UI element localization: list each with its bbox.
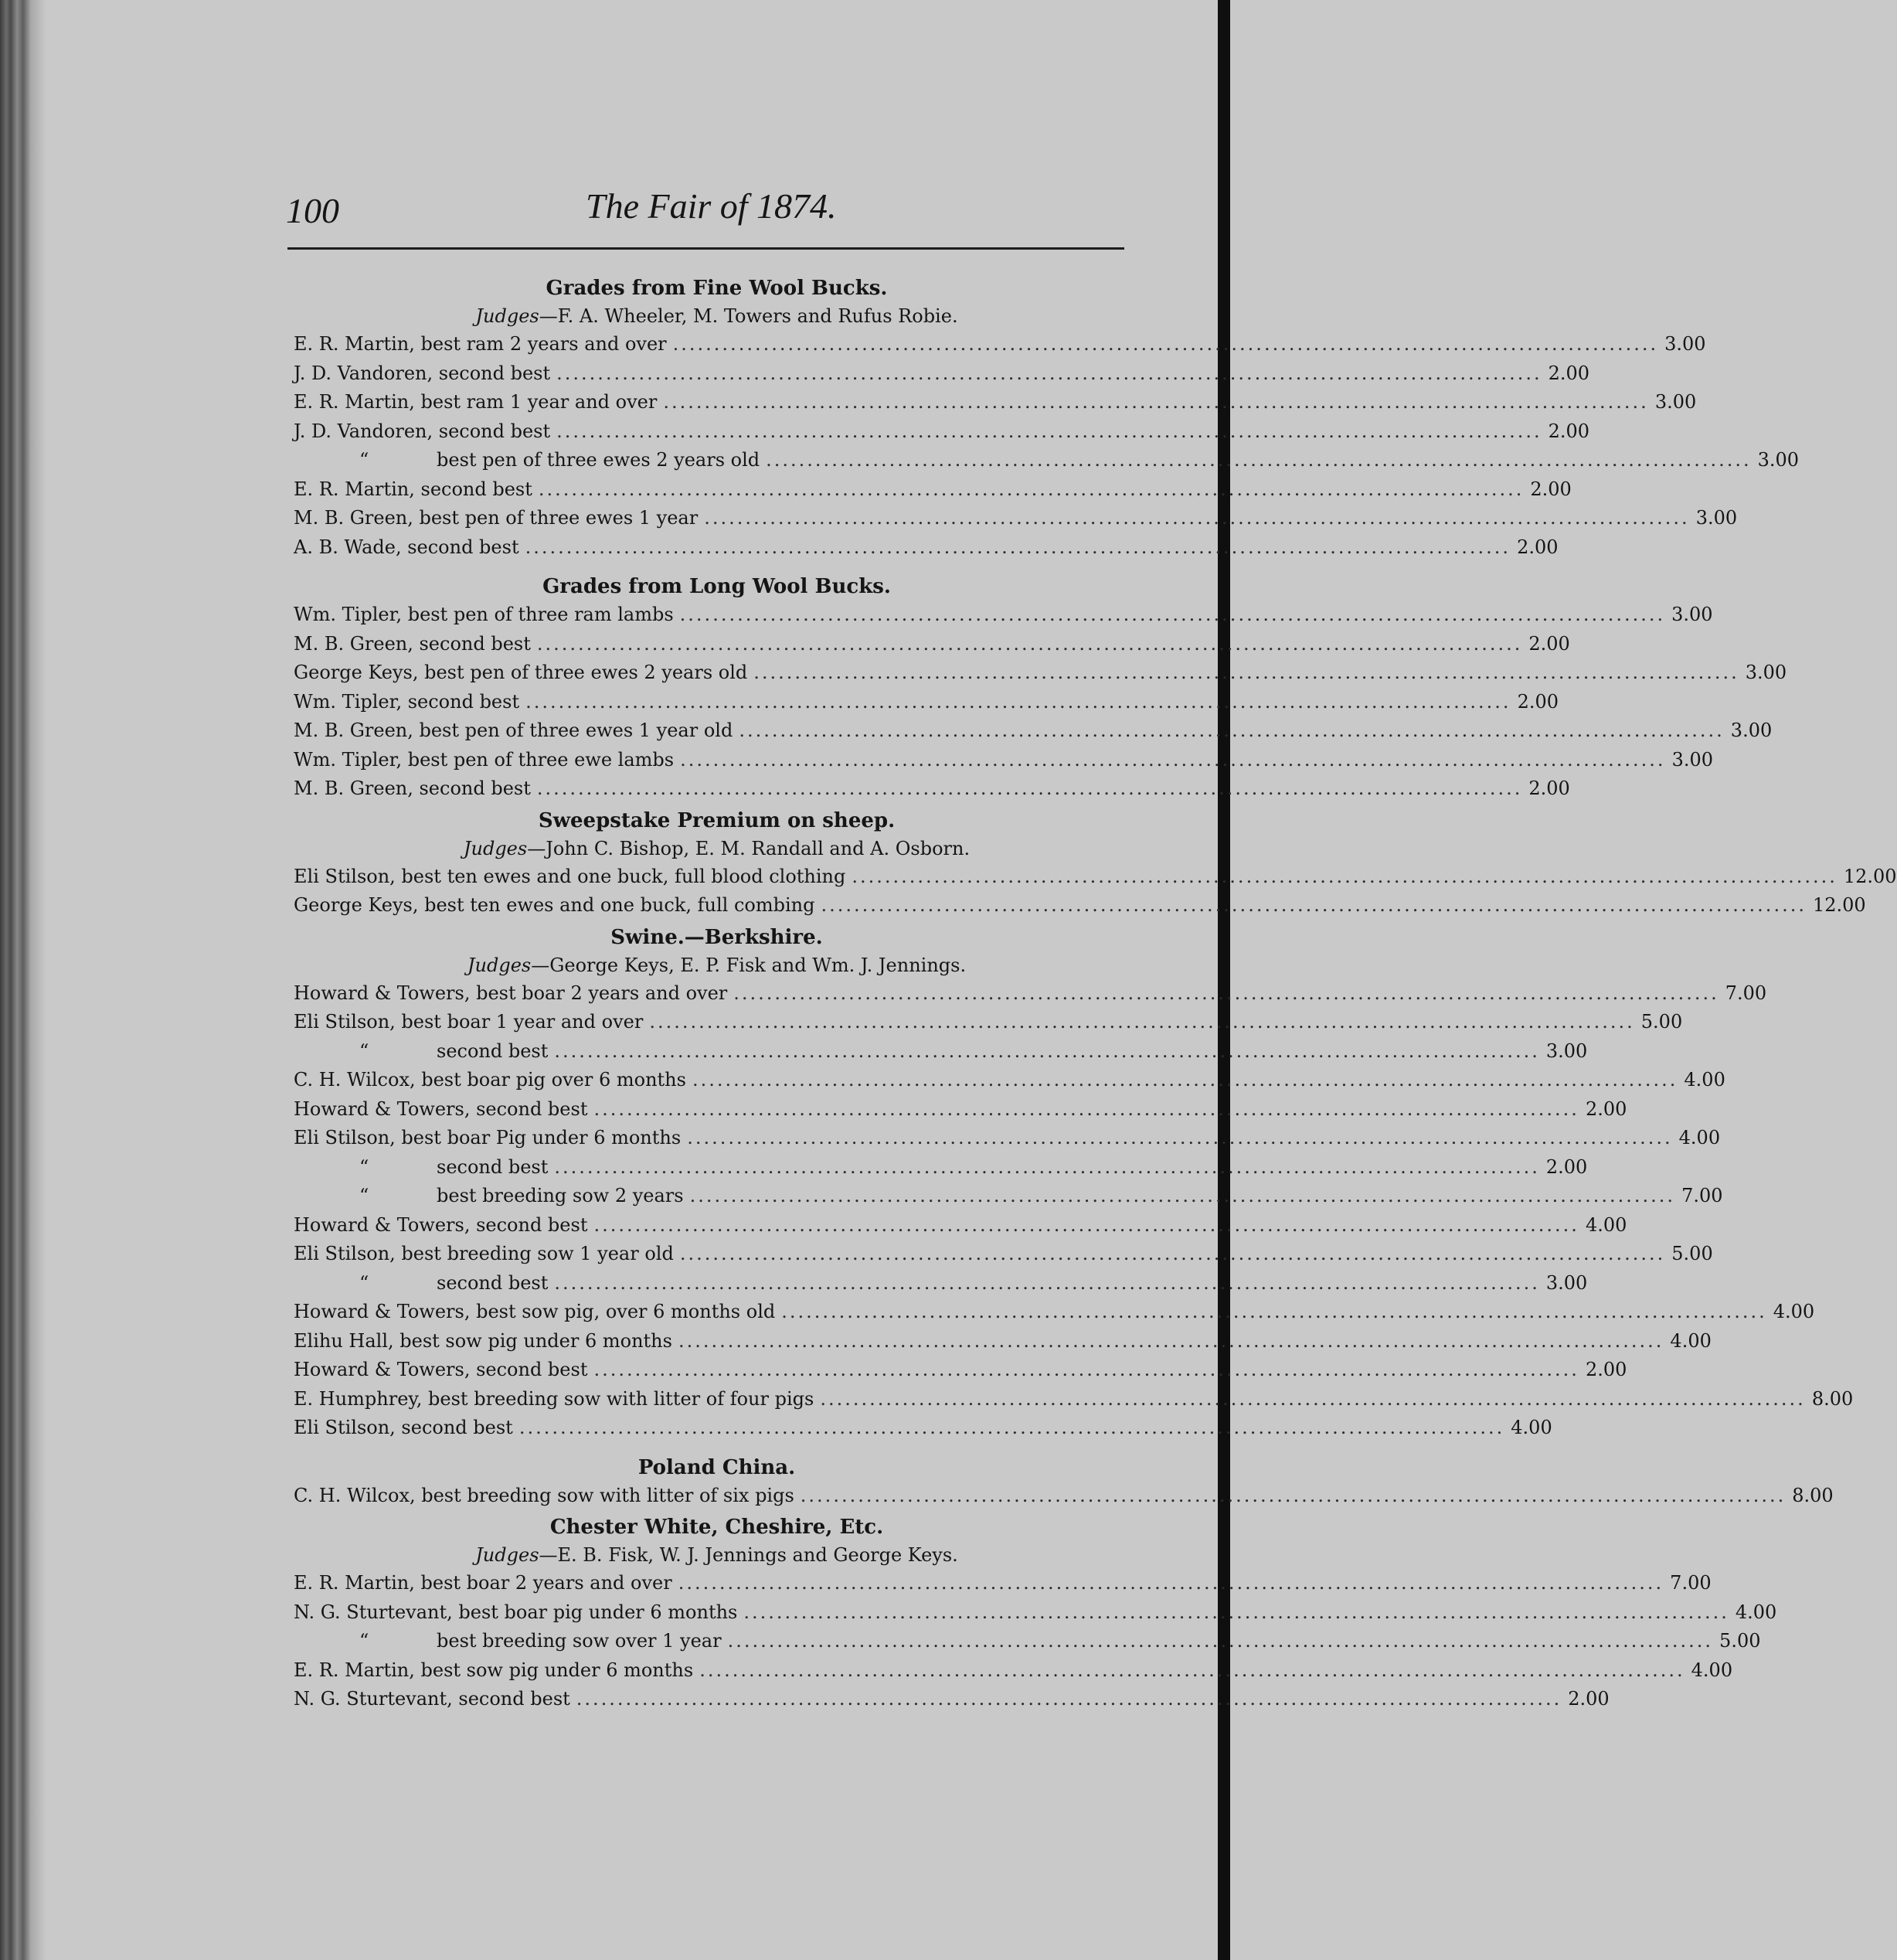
judges-label: Judges	[463, 837, 528, 859]
entry-name: George Keys, best ten ewes and one buck, full combing	[294, 894, 815, 916]
entry-amount: 3.00	[1664, 333, 1706, 355]
premium-entry	[294, 746, 1713, 775]
entry-name: M. B. Green, second best	[294, 632, 531, 655]
entry-name: N. G. Sturtevant, second best	[294, 1688, 570, 1710]
judges-names: —George Keys, E. P. Fisk and Wm. J. Jennings.	[531, 954, 967, 976]
entry-description	[294, 388, 657, 417]
dot-leader: ........................................................................................................................	[518, 1417, 1505, 1438]
premium-entry	[294, 1153, 1588, 1182]
premium-entry	[294, 359, 1590, 389]
premium-entry	[294, 658, 1787, 688]
premium-entry	[294, 1008, 1683, 1037]
dot-leader: ........................................................................................................................	[800, 1484, 1787, 1506]
premium-entry	[294, 1211, 1627, 1240]
premium-entry	[294, 330, 1706, 359]
entry-description	[294, 658, 747, 688]
entry-amount: 12.00	[1812, 894, 1866, 916]
dot-leader: ........................................................................................................................	[554, 1040, 1540, 1062]
premium-entry	[294, 630, 1570, 659]
entry-name: E. R. Martin, second best	[294, 478, 532, 500]
dot-leader: ........................................................................................................................	[538, 478, 1525, 500]
header-rule	[287, 247, 1124, 250]
entry-amount: 8.00	[1792, 1484, 1834, 1506]
entry-description	[294, 1627, 722, 1656]
dot-leader: ........................................................................................................................	[536, 632, 1523, 655]
entry-description	[294, 1356, 587, 1385]
judges-names: —F. A. Wheeler, M. Towers and Rufus Robie.	[539, 305, 958, 327]
dot-leader: ........................................................................................................................	[554, 1271, 1540, 1294]
premium-entry	[294, 863, 1897, 892]
section-title: Chester White, Cheshire, Etc.	[549, 1516, 884, 1539]
entry-amount: 3.00	[1671, 604, 1713, 625]
entry-name: M. B. Green, best pen of three ewes 1 year old	[294, 720, 733, 741]
premium-entry	[294, 1327, 1712, 1356]
entry-name: Howard & Towers, second best	[294, 1097, 588, 1120]
entry-name: George Keys, best pen of three ewes 2 years old	[294, 662, 748, 683]
premium-entry	[294, 1482, 1834, 1511]
premium-entry	[294, 1356, 1627, 1385]
dot-leader: ........................................................................................................................	[593, 1213, 1579, 1236]
entry-amount: 2.00	[1568, 1688, 1610, 1710]
entry-amount: 2.00	[1548, 420, 1590, 442]
judges-line	[294, 835, 1140, 863]
entry-description	[294, 1211, 587, 1240]
entry-description	[294, 359, 550, 389]
dot-leader: ........................................................................................................................	[781, 1301, 1767, 1322]
page-number: 100	[286, 191, 339, 230]
entry-description	[294, 1598, 737, 1628]
premium-entry	[294, 1414, 1552, 1443]
entry-name: N. G. Sturtevant, best boar pig under 6 months	[294, 1601, 738, 1623]
entry-name: E. R. Martin, best ram 2 years and over	[294, 333, 667, 355]
entry-name: Eli Stilson, best boar Pig under 6 months	[294, 1127, 682, 1148]
dot-leader: ........................................................................................................................	[593, 1097, 1579, 1120]
entry-amount: 4.00	[1670, 1329, 1712, 1352]
dot-leader: ........................................................................................................................	[704, 507, 1690, 529]
entry-description	[294, 1385, 814, 1414]
premium-entry	[294, 446, 1800, 475]
entry-description	[294, 475, 532, 505]
entry-amount: 4.00	[1735, 1601, 1777, 1623]
entry-description	[294, 1569, 672, 1598]
entry-name: Wm. Tipler, best pen of three ram lambs	[294, 604, 674, 625]
entry-amount: 2.00	[1530, 478, 1572, 500]
entry-name: E. R. Martin, best boar 2 years and over	[294, 1572, 672, 1594]
premium-entry	[294, 1685, 1610, 1714]
dot-leader: ........................................................................................................................	[689, 1185, 1676, 1206]
ditto-mark: “	[359, 1185, 369, 1206]
premium-list	[294, 274, 1897, 1714]
dot-leader: ........................................................................................................................	[649, 1011, 1635, 1033]
entry-amount: 7.00	[1681, 1185, 1723, 1206]
entry-name: J. D. Vandoren, second best	[294, 420, 551, 442]
dot-leader: ........................................................................................................................	[820, 1387, 1806, 1410]
dot-leader: ........................................................................................................................	[678, 1329, 1664, 1352]
dot-leader: ........................................................................................................................	[680, 748, 1666, 771]
entry-amount: 3.00	[1730, 720, 1773, 741]
premium-section	[294, 920, 1854, 1443]
premium-entry	[294, 774, 1570, 804]
entry-amount: 8.00	[1811, 1387, 1854, 1410]
entry-description	[294, 746, 674, 775]
dot-leader: ........................................................................................................................	[554, 1155, 1540, 1178]
section-title: Poland China.	[637, 1455, 796, 1479]
section-spacer	[294, 562, 1140, 573]
premium-entry	[294, 388, 1697, 417]
entry-description	[294, 1685, 570, 1714]
entry-name: Eli Stilson, best ten ewes and one buck, full blood clothing	[294, 865, 846, 887]
entry-amount: 3.00	[1545, 1271, 1588, 1294]
premium-entry	[294, 1385, 1854, 1414]
entry-amount: 3.00	[1671, 748, 1713, 771]
entry-description	[294, 1124, 681, 1153]
dot-leader: ........................................................................................................................	[727, 1630, 1714, 1652]
dot-leader: ........................................................................................................................	[739, 720, 1725, 741]
entry-description	[294, 891, 814, 920]
entry-description	[294, 446, 760, 475]
entry-name: Elihu Hall, best sow pig under 6 months	[294, 1329, 672, 1352]
ditto-mark: “	[359, 1271, 369, 1294]
entry-name: C. H. Wilcox, best breeding sow with litter of six pigs	[294, 1484, 794, 1506]
entry-description	[294, 1008, 643, 1037]
entry-description	[294, 1037, 548, 1067]
judges-line	[294, 951, 1140, 979]
entry-amount: 2.00	[1585, 1097, 1627, 1120]
entry-amount: 3.00	[1654, 391, 1697, 413]
premium-entry	[294, 1066, 1725, 1095]
premium-section	[294, 804, 1897, 920]
ditto-mark: “	[359, 1040, 369, 1062]
entry-name: Wm. Tipler, second best	[294, 690, 520, 713]
dot-leader: ........................................................................................................................	[663, 391, 1649, 413]
entry-name: M. B. Green, best pen of three ewes 1 year	[294, 507, 699, 529]
dot-leader: ........................................................................................................................	[678, 1572, 1664, 1594]
entry-description	[294, 1269, 548, 1298]
entry-description	[294, 330, 667, 359]
dot-leader: ........................................................................................................................	[692, 1069, 1678, 1091]
entry-description	[294, 1482, 794, 1511]
page-header	[286, 185, 1124, 240]
dot-leader: ........................................................................................................................	[556, 420, 1542, 442]
judges-label: Judges	[467, 954, 532, 976]
entry-description	[294, 504, 698, 533]
dot-leader: ........................................................................................................................	[821, 894, 1807, 916]
section-title: Grades from Long Wool Bucks.	[542, 575, 891, 598]
entry-name: best breeding sow over 1 year	[437, 1630, 722, 1652]
premium-entry	[294, 601, 1713, 630]
dot-leader: ........................................................................................................................	[593, 1359, 1579, 1380]
dot-leader: ........................................................................................................................	[536, 778, 1523, 799]
entry-description	[294, 533, 519, 563]
entry-amount: 4.00	[1678, 1127, 1721, 1148]
premium-section	[294, 562, 1787, 804]
section-spacer	[294, 1443, 1140, 1454]
entry-description	[294, 1066, 686, 1095]
premium-entry	[294, 1182, 1723, 1211]
premium-entry	[294, 1240, 1713, 1269]
judges-line	[294, 302, 1140, 330]
entry-amount: 7.00	[1725, 982, 1767, 1004]
premium-entry	[294, 1569, 1712, 1598]
entry-name: Eli Stilson, best breeding sow 1 year old	[294, 1243, 674, 1264]
entry-name: Howard & Towers, second best	[294, 1213, 588, 1236]
premium-entry	[294, 1627, 1761, 1656]
dot-leader: ........................................................................................................................	[679, 1243, 1666, 1264]
entry-description	[294, 601, 674, 630]
entry-amount: 2.00	[1517, 690, 1559, 713]
entry-name: E. Humphrey, best breeding sow with litter of four pigs	[294, 1387, 814, 1410]
section-title: Grades from Fine Wool Bucks.	[546, 277, 888, 300]
judges-label: Judges	[475, 1544, 539, 1566]
premium-section	[294, 1443, 1834, 1511]
entry-amount: 2.00	[1548, 362, 1590, 384]
entry-name: M. B. Green, second best	[294, 778, 531, 799]
entry-amount: 2.00	[1545, 1155, 1588, 1178]
entry-name: second best	[437, 1271, 549, 1294]
entry-description	[294, 716, 733, 746]
entry-amount: 3.00	[1695, 507, 1738, 529]
ditto-mark: “	[359, 1630, 369, 1652]
entry-description	[294, 1153, 548, 1182]
premium-entry	[294, 891, 1866, 920]
premium-entry	[294, 1598, 1777, 1628]
premium-section	[294, 274, 1800, 562]
dot-leader: ........................................................................................................................	[576, 1688, 1562, 1710]
entry-name: E. R. Martin, best ram 1 year and over	[294, 391, 658, 413]
entry-description	[294, 1182, 684, 1211]
section-title: Sweepstake Premium on sheep.	[538, 808, 896, 832]
entry-amount: 12.00	[1843, 865, 1897, 887]
entry-description	[294, 630, 531, 659]
entry-amount: 2.00	[1585, 1359, 1627, 1380]
dot-leader: ........................................................................................................................	[699, 1659, 1685, 1681]
entry-description	[294, 417, 550, 447]
entry-name: Howard & Towers, best sow pig, over 6 months old	[294, 1301, 776, 1322]
entry-name: Howard & Towers, best boar 2 years and over	[294, 982, 728, 1004]
entry-amount: 3.00	[1745, 662, 1787, 683]
judges-names: —John C. Bishop, E. M. Randall and A. Osborn.	[527, 837, 971, 859]
entry-description	[294, 1095, 587, 1125]
premium-entry	[294, 716, 1773, 746]
section-title: Swine.—Berkshire.	[610, 925, 823, 949]
entry-description	[294, 979, 727, 1009]
dot-leader: ........................................................................................................................	[753, 662, 1739, 683]
entry-name: C. H. Wilcox, best boar pig over 6 months	[294, 1069, 686, 1091]
book-spine-edge	[0, 0, 46, 1960]
judges-label: Judges	[475, 305, 539, 327]
premium-entry	[294, 1656, 1733, 1686]
premium-entry	[294, 1124, 1721, 1153]
dot-leader: ........................................................................................................................	[525, 690, 1511, 713]
entry-amount: 2.00	[1528, 778, 1570, 799]
entry-name: Howard & Towers, second best	[294, 1359, 588, 1380]
dot-leader: ........................................................................................................................	[743, 1601, 1729, 1623]
entry-description	[294, 1240, 674, 1269]
entry-name: best pen of three ewes 2 years old	[437, 449, 760, 471]
entry-amount: 4.00	[1691, 1659, 1733, 1681]
entry-description	[294, 688, 519, 717]
entry-amount: 5.00	[1719, 1630, 1761, 1652]
entry-amount: 3.00	[1545, 1040, 1588, 1062]
premium-entry	[294, 688, 1559, 717]
premium-entry	[294, 475, 1572, 505]
entry-description	[294, 1327, 672, 1356]
entry-description	[294, 1298, 775, 1327]
entry-name: Wm. Tipler, best pen of three ewe lambs	[294, 748, 675, 771]
premium-section	[294, 1510, 1777, 1714]
entry-amount: 4.00	[1511, 1417, 1552, 1438]
dot-leader: ........................................................................................................................	[556, 362, 1542, 384]
premium-entry	[294, 979, 1767, 1009]
entry-name: Eli Stilson, best boar 1 year and over	[294, 1011, 644, 1033]
entry-description	[294, 774, 531, 804]
entry-description	[294, 863, 845, 892]
entry-name: second best	[437, 1040, 549, 1062]
premium-entry	[294, 533, 1559, 563]
entry-name: Eli Stilson, second best	[294, 1417, 513, 1438]
entry-amount: 2.00	[1517, 536, 1559, 558]
entry-name: J. D. Vandoren, second best	[294, 362, 551, 384]
ditto-mark: “	[359, 449, 369, 471]
judges-line	[294, 1541, 1140, 1569]
judges-names: —E. B. Fisk, W. J. Jennings and George Keys.	[539, 1544, 958, 1566]
dot-leader: ........................................................................................................................	[687, 1127, 1673, 1148]
dot-leader: ........................................................................................................................	[733, 982, 1719, 1004]
ditto-mark: “	[359, 1155, 369, 1178]
entry-amount: 5.00	[1640, 1011, 1683, 1033]
premium-entry	[294, 1269, 1588, 1298]
entry-name: second best	[437, 1155, 549, 1178]
dot-leader: ........................................................................................................................	[525, 536, 1511, 558]
premium-entry	[294, 1037, 1588, 1067]
entry-amount: 2.00	[1528, 632, 1570, 655]
entry-name: best breeding sow 2 years	[437, 1185, 684, 1206]
entry-amount: 4.00	[1684, 1069, 1725, 1091]
entry-name: E. R. Martin, best sow pig under 6 months	[294, 1659, 694, 1681]
entry-amount: 3.00	[1757, 449, 1800, 471]
premium-entry	[294, 417, 1590, 447]
entry-name: A. B. Wade, second best	[294, 536, 519, 558]
dot-leader: ........................................................................................................................	[672, 333, 1659, 355]
running-title: The Fair of 1874.	[586, 186, 837, 226]
premium-entry	[294, 1298, 1815, 1327]
dot-leader: ........................................................................................................................	[766, 449, 1752, 471]
entry-amount: 7.00	[1670, 1572, 1712, 1594]
dot-leader: ........................................................................................................................	[852, 865, 1838, 887]
entry-description	[294, 1656, 693, 1686]
entry-description	[294, 1414, 513, 1443]
entry-amount: 4.00	[1773, 1301, 1815, 1322]
entry-amount: 4.00	[1585, 1213, 1627, 1236]
entry-amount: 5.00	[1671, 1243, 1713, 1264]
dot-leader: ........................................................................................................................	[679, 604, 1666, 625]
premium-entry	[294, 1095, 1627, 1125]
premium-entry	[294, 504, 1738, 533]
